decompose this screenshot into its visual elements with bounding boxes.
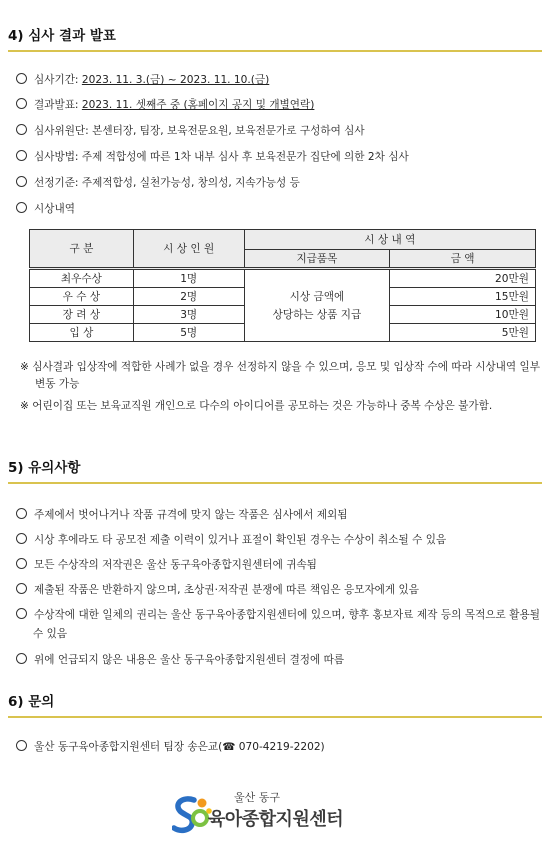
item-text: 시상 후에라도 타 공모전 제출 이력이 있거나 표절이 확인된 경우는 수상이 취소될 수 있음	[34, 534, 447, 546]
header-winners: 시 상 인 원	[133, 230, 244, 269]
award-details-item	[16, 200, 540, 219]
cell-item	[244, 269, 390, 342]
cell-count: 2명	[133, 288, 244, 306]
award-table	[29, 229, 536, 342]
bullet-circle-icon	[16, 583, 27, 594]
bullet-circle-icon	[16, 98, 27, 109]
review-committee-item	[16, 122, 540, 141]
logo-emblem-icon	[172, 794, 212, 838]
cell-amount: 5만원	[390, 324, 536, 342]
cell-amount: 20만원	[390, 269, 536, 288]
notice-item	[16, 606, 540, 644]
notice-item	[16, 651, 540, 670]
item-label: 심사기간:	[34, 74, 82, 86]
review-period-value: 2023. 11. 3.(금) ~ 2023. 11. 10.(금)	[81, 74, 270, 86]
note-adjustment: ※ 심사결과 입상작에 적합한 사례가 없을 경우 선정하지 않을 수 있으며, 응모 및 입상작 수에 따라 시상내역 일부 변동 가능	[20, 361, 540, 390]
item-text: 제출된 작품은 반환하지 않으며, 초상권·저작권 분쟁에 따른 책임은 응모자에게 있음	[34, 584, 419, 596]
table-row	[30, 269, 536, 288]
section-4-title: 4) 심사 결과 발표	[8, 24, 542, 52]
bullet-circle-icon	[16, 176, 27, 187]
bullet-circle-icon	[16, 558, 27, 569]
bullet-circle-icon	[16, 73, 27, 84]
result-announcement-item	[16, 96, 540, 115]
item-text: 심사방법: 주제 적합성에 따른 1차 내부 심사 후 보육전문가 집단에 의한 2차 심사	[34, 151, 409, 163]
cell-count: 3명	[133, 306, 244, 324]
bullet-circle-icon	[16, 740, 27, 751]
notice-item	[16, 581, 540, 600]
item-text: 주제에서 벗어나거나 작품 규격에 맞지 않는 작품은 심사에서 제외됨	[34, 509, 348, 521]
contact-item	[16, 738, 540, 757]
section-6-title: 6) 문의	[8, 690, 542, 718]
contact-text: 울산 동구육아종합지원센터 팀장 송은교(☎ 070-4219-2202)	[34, 741, 325, 753]
bullet-circle-icon	[16, 653, 27, 664]
item-text: 심사위원단: 본센터장, 팀장, 보육전문요원, 보육전문가로 구성하여 심사	[34, 125, 365, 137]
item-line-1: 시상 금액에	[289, 290, 345, 303]
bullet-circle-icon	[16, 124, 27, 135]
cell-category: 입 상	[30, 324, 134, 342]
item-text: 위에 언급되지 않은 내용은 울산 동구육아종합지원센터 결정에 따름	[34, 654, 345, 666]
result-announcement-value: 2023. 11. 셋째주 중 (홈페이지 공지 및 개별연락)	[81, 99, 315, 111]
review-method-item	[16, 148, 540, 167]
header-amount: 금 액	[390, 250, 536, 269]
cell-count: 5명	[133, 324, 244, 342]
cell-amount: 10만원	[390, 306, 536, 324]
bullet-circle-icon	[16, 150, 27, 161]
cell-category: 우 수 상	[30, 288, 134, 306]
review-period-item	[16, 71, 540, 90]
bullet-circle-icon	[16, 508, 27, 519]
bullet-circle-icon	[16, 533, 27, 544]
cell-category: 최우수상	[30, 269, 134, 288]
header-category: 구 분	[30, 230, 134, 269]
item-label: 결과발표:	[34, 99, 82, 111]
logo-small-text: 울산 동구	[234, 791, 281, 804]
header-item: 지급품목	[244, 250, 390, 269]
cell-amount: 15만원	[390, 288, 536, 306]
section-5-title: 5) 유의사항	[8, 456, 542, 484]
selection-criteria-item	[16, 174, 540, 193]
bullet-circle-icon	[16, 608, 27, 619]
cell-category: 장 려 상	[30, 306, 134, 324]
item-text: 시상내역	[34, 203, 75, 215]
header-award: 시 상 내 역	[244, 230, 535, 250]
item-text: 선정기준: 주제적합성, 실천가능성, 창의성, 지속가능성 등	[34, 177, 300, 189]
notice-item	[16, 556, 540, 575]
item-text: 모든 수상작의 저작권은 울산 동구육아종합지원센터에 귀속됨	[34, 559, 317, 571]
notice-item	[16, 531, 540, 550]
bullet-circle-icon	[16, 202, 27, 213]
notice-item	[16, 506, 540, 525]
cell-count: 1명	[133, 269, 244, 288]
item-text: 수상작에 대한 일체의 권리는 울산 동구육아종합지원센터에 있으며, 향후 홍보자료 제작 등의 목적으로 활용될 수 있음	[33, 609, 540, 640]
logo-title-text: 육아종합지원센터	[208, 809, 344, 830]
center-logo	[172, 788, 402, 840]
note-duplicate: ※ 어린이집 또는 보육교직원 개인으로 다수의 아이디어를 공모하는 것은 가능하나 중복 수상은 불가함.	[20, 400, 493, 412]
item-line-2: 상당하는 상품 지급	[272, 308, 362, 321]
